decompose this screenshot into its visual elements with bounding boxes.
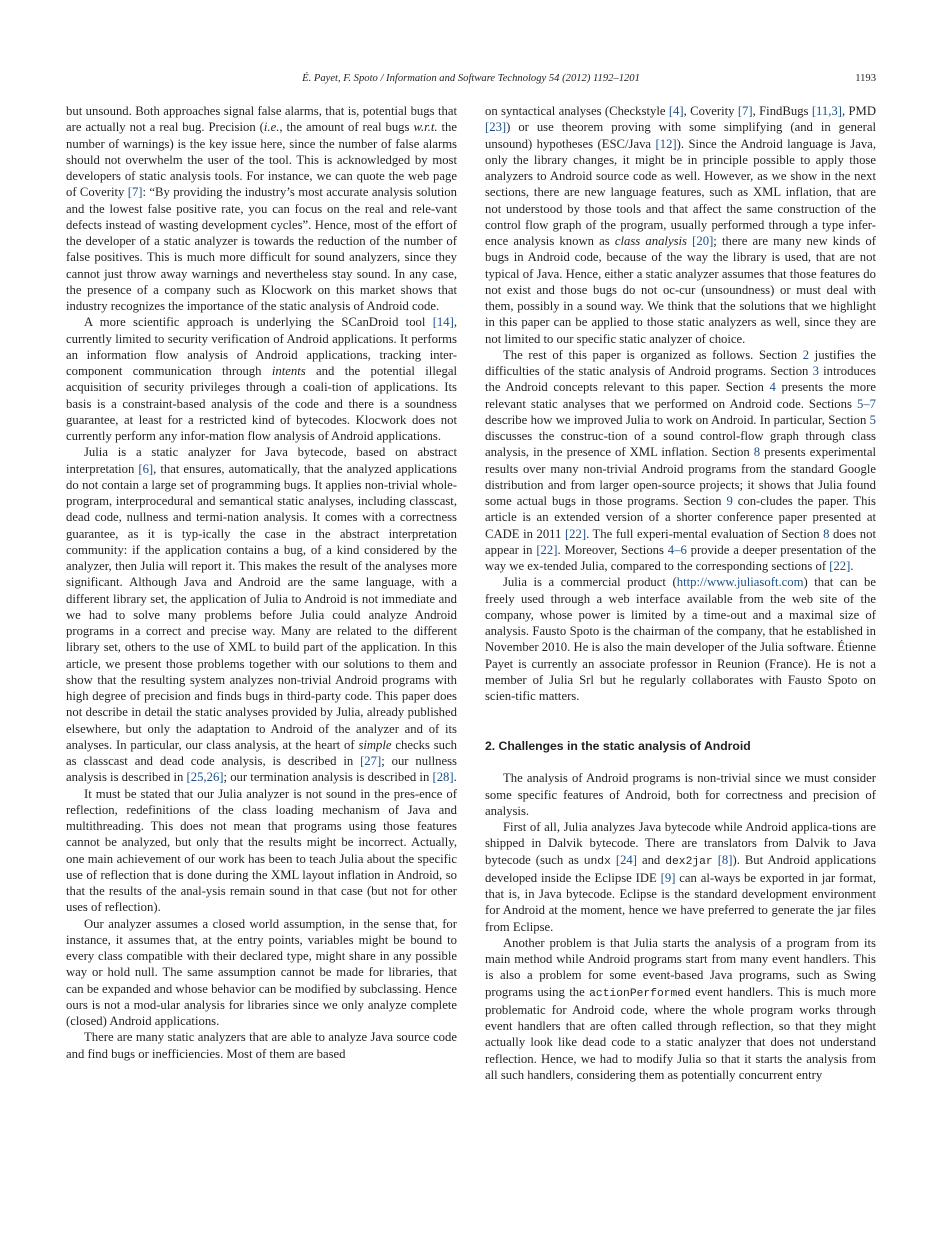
left-column bbox=[66, 103, 457, 1062]
code-term: dex2jar bbox=[665, 855, 713, 868]
citation-link[interactable]: [20] bbox=[692, 234, 714, 248]
section-link[interactable]: 4 bbox=[769, 380, 776, 395]
right-column bbox=[485, 103, 876, 1083]
citation-link[interactable]: [6] bbox=[138, 461, 154, 476]
code-term: actionPerformed bbox=[589, 987, 691, 1000]
running-header bbox=[66, 72, 876, 86]
section-link[interactable]: 2 bbox=[802, 347, 810, 362]
section-link[interactable]: 3 bbox=[812, 364, 819, 378]
citation-link[interactable]: [12] bbox=[655, 136, 677, 151]
paragraph: Our analyzer assumes a closed world assumption, in the sense that, for instance, it assumes that, at the entry points, variables might be bound to every class compatible with their declared type, might share in any possible way or hold null. The same assumption cannot be made for libraries, that can be expanded and whose behavior can be modified by subclassing. Hence ours is not a mod-ular analysis for libraries since we only analyze complete (closed) Android applications. bbox=[66, 916, 457, 1028]
section-link[interactable]: 5 bbox=[869, 412, 876, 427]
citation-link[interactable]: [4] bbox=[668, 104, 684, 118]
code-term: undx bbox=[583, 855, 611, 868]
paragraph: There are many static analyzers that are able to analyze Java source code and find bugs or inefficiencies. Most of them are based bbox=[66, 1030, 457, 1061]
citation-link[interactable]: [7] bbox=[737, 104, 753, 118]
paragraph: Julia is a static analyzer for Java bytecode, based on abstract interpretation [6], that ensures, automatically, that the analyzed applications do not contain a large set of programming bugs. It applies non-trivial whole-program, interprocedural and semantical static analyses, including classcast, dead code, nullness and termi-nation analysis. It comes with a correctness guarantee, as it is typ-ically the case in the abstract interpretation community: if the application contains a bug, of a kind considered by the analyzer, then Julia will report it. This makes the result of the analyses more significant. Although Java and Android are the same language, with a different library set, the application of Julia to Android is not immediate and we had to solve many problems before Julia could analyze Android programs in a correct and precise way. Many are related to the different library set, others to the use of XML to build part of the application. In this article, we present those problems together with our solutions to them and show that the resulting system analyzes non-trivial Android programs with high degree of precision and finds bugs in third-party code. This paper does not describe in detail the static analyses provided by Julia, already published elsewhere, but only the adaptation to Android of the analyzer and of its analyses. In particular, our class analysis, at the heart of simple checks such as classcast and dead code analysis, is described in [27]; our nullness analysis is described in [25,26]; our termination analysis is described in [28]. bbox=[66, 445, 457, 785]
paragraph: First of all, Julia analyzes Java bytecode while Android applica-tions are shipped in Dalvik bytecode. There are translators from Dalvik to Java bytecode (such as undx [24] and dex2jar [8]). But Android applications developed inside the Eclipse IDE [9] can al-ways be exported in jar format, that is, in Java bytecode. Eclipse is the standard development environment for Android at the moment, hence we have preferred to generate the jar files from Eclipse. bbox=[485, 820, 877, 934]
running-head: É. Payet, F. Spoto / Information and Software Technology 54 (2012) 1192–1201 bbox=[302, 73, 640, 84]
citation-link[interactable]: [7] bbox=[127, 185, 143, 200]
section-link[interactable]: 9 bbox=[726, 494, 733, 508]
paragraph: Another problem is that Julia starts the analysis of a program from its main method while Android programs start from many event handlers. This is also a problem for some event-based Java programs, such as Swing programs using the actionPerformed event handlers. This is much more problematic for Android code, where the whole program works through event handlers that are often called through reflection, so that they might actually look like dead code to a static analyzer that does not understand reflection. Hence, we had to modify Julia so that it starts the analysis from all such handlers, considering them as potentially concurrent entry bbox=[485, 935, 876, 1082]
citation-link[interactable]: [14] bbox=[432, 315, 454, 330]
paragraph: The analysis of Android programs is non-trivial since we must consider some specific features of Android, both for correctness and precision of analysis. bbox=[485, 771, 876, 818]
section-link[interactable]: 8 bbox=[823, 526, 830, 541]
paragraph: A more scientific approach is underlying the SCanDroid tool [14], currently limited to security verification of Android applications. It performs an information flow analysis of Android applications, tracking inter-component communication through intents and the potential illegal acquisition of security privileges through a coali-tion of applications. Its basis is a constraint-based analysis of the code and there is a soundness guarantee, at least for a restricted kind of bytecodes. Klocwork does not currently perform any infor-mation flow analysis of Android applications. bbox=[66, 315, 457, 443]
paragraph: on syntactical analyses (Checkstyle [4], Coverity [7], FindBugs [11,3], PMD [23]) or use theorem proving with some simplifying (and in general unsound) hypotheses (ESC/Java [12]). Since the Android language is Java, only the library changes, it might be in principle possible to apply those analyzers to Android source code as well. However, as we show in the next sections, there are new language features, such as XML inflation, that are not understood by those tools and that affect the same construction of the control flow graph of the program, usually performed through a type infer-ence analysis known as class analysis [20]; there are many new kinds of bugs in Android code, because of the way the library is used, that are not typical of Java. Hence, either a static analyzer assumes that those features do not exist and those bugs do not oc-cur (unsoundness) or must deal with them, possibly in a sound way. We think that the solutions that we highlight in this paper can be applied to those static analyzers as well, since they are not limited to our specific static analyzer of choice. bbox=[485, 104, 876, 346]
section-heading: 2. Challenges in the static analysis of Android bbox=[485, 739, 751, 754]
paragraph: It must be stated that our Julia analyzer is not sound in the pres-ence of reflection, redefinitions of the class loading mechanism of Java and multithreading. This does not mean that programs using those features cannot be analyzed, but only that the results might be incorrect. Actually, one main achievement of our work has been to teach Julia about the specific use of reflection that is done during the XML layout inflation in Android, so that the results of the anal-ysis remain sound in that case (but not for other uses of reflection). bbox=[66, 786, 457, 915]
citation-link[interactable]: [23] bbox=[485, 120, 507, 135]
citation-link[interactable]: [22] bbox=[829, 559, 851, 573]
citation-link[interactable]: [11,3] bbox=[811, 104, 842, 118]
citation-link[interactable]: [22] bbox=[536, 542, 558, 557]
paragraph: The rest of this paper is organized as follows. Section 2 justifies the difficulties of the static analysis of Android programs. Section 3 introduces the Android concepts relevant to this paper. Section 4 presents the more relevant static analyses that we performed on Android code. Sections 5–7 describe how we improved Julia to work on Android. In particular, Section 5 discusses the construc-tion of a sound control-flow graph through class analysis, in the presence of XML inflation. Section 8 presents experimental results over many non-trivial Android programs from the standard Google distribution and from larger open-source projects; it shows that Julia found some actual bugs in those programs. Section 9 con-cludes the paper. This article is an extended version of a shorter conference paper presented at CADE in 2011 [22]. The full experi-mental evaluation of Section 8 does not appear in [22]. Moreover, Sections 4–6 provide a deeper presentation of the way we ex-tended Julia, compared to the corresponding sections of [22]. bbox=[485, 347, 877, 573]
citation-link[interactable]: [8] bbox=[717, 852, 733, 867]
section-link[interactable]: 4–6 bbox=[667, 542, 687, 557]
paragraph: but unsound. Both approaches signal false alarms, that is, potential bugs that are actually not a real bug. Precision (i.e., the amount of real bugs w.r.t. the number of warnings) is the key issue here, since the number of false alarms should not overwhelm the user of the tool. This is acknowledged by most developers of static analysis tools. For instance, we can quote the web page of Coverity [7]: “By providing the industry’s most accurate analysis solution and the lowest false positive rate, you can focus on the real and rele-vant defects instead of wasting development cycles”. Hence, most of the effort of the developer of a static analyzer is towards the reduction of the number of false positives. This is much more difficult for sound analyzers, since they cannot just throw away warnings and nevertheless stay sound. In any case, the presence of a company such as Klocwork on this market shows that industry recognizes the importance of the static analysis of Android code. bbox=[66, 104, 457, 313]
citation-link[interactable]: [27] bbox=[360, 754, 382, 768]
citation-link[interactable]: [24] bbox=[615, 852, 637, 867]
section-link[interactable]: 8 bbox=[753, 445, 761, 460]
citation-link[interactable]: [22] bbox=[564, 526, 587, 541]
citation-link[interactable]: [25,26] bbox=[186, 770, 224, 785]
paragraph: Julia is a commercial product (http://www.juliasoft.com) that can be freely used through a web interface available from the web site of the company, whose power is limited by a time-out and a maximal size of analysis. Fausto Spoto is the chairman of the company, that he established in November 2010. He is also the main developer of the Julia software. Étienne Payet is currently an associate professor in Reunion (France). He is not a member of Julia Srl but he regularly collaborates with Fausto Spoto on scien-tific matters. bbox=[485, 575, 876, 703]
section-link[interactable]: 5–7 bbox=[856, 396, 876, 411]
page-number: 1193 bbox=[855, 73, 876, 84]
citation-link[interactable]: [9] bbox=[660, 870, 676, 885]
url-link[interactable]: http://www.juliasoft.com bbox=[676, 575, 804, 590]
citation-link[interactable]: [28] bbox=[432, 770, 454, 785]
